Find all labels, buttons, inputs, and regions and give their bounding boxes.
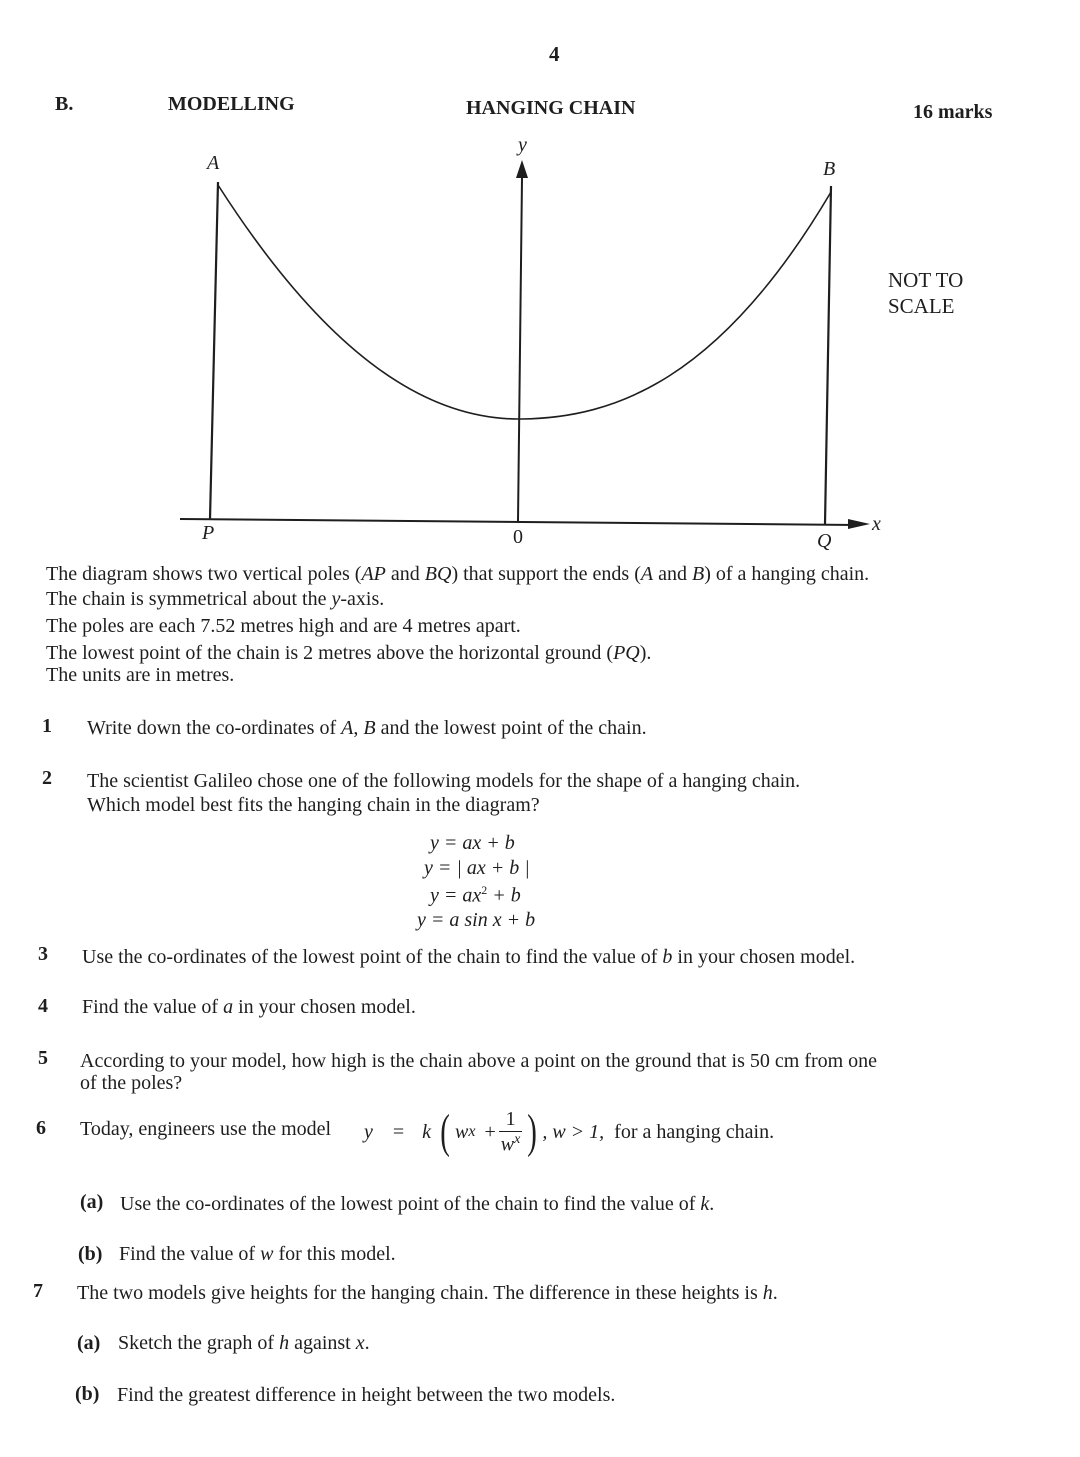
intro-line-2: The chain is symmetrical about the y-axis. — [46, 588, 385, 610]
question-5-line-2: of the poles? — [80, 1072, 183, 1094]
question-6-text: Today, engineers use the model — [80, 1118, 332, 1140]
question-7-text: The two models give heights for the hanging chain. The difference in these heights is h. — [77, 1282, 778, 1304]
question-number-4: 4 — [38, 995, 48, 1017]
chain-curve — [218, 185, 831, 419]
x-axis-label: x — [872, 513, 881, 535]
question-6a-text: Use the co-ordinates of the lowest point of the chain to find the value of k. — [120, 1193, 715, 1215]
model-linear: y = ax + b — [430, 832, 515, 854]
question-6b-text: Find the value of w for this model. — [119, 1243, 396, 1265]
question-4-text: Find the value of a in your chosen model. — [82, 996, 416, 1018]
pole-bq — [825, 186, 831, 524]
question-7a-text: Sketch the graph of h against x. — [118, 1332, 370, 1354]
question-number-7: 7 — [33, 1280, 43, 1302]
model-quadratic: $y = ax^2 + b$ — [430, 883, 521, 907]
hanging-chain-diagram — [0, 130, 1080, 560]
question-6a-label: (a) — [80, 1191, 104, 1213]
point-b-label: B — [823, 158, 836, 180]
intro-line-4: The lowest point of the chain is 2 metres above the horizontal ground (PQ). — [46, 642, 652, 664]
y-axis-label: y — [518, 134, 527, 156]
y-axis — [518, 178, 522, 521]
question-7b-label: (b) — [75, 1383, 100, 1405]
section-label: B. — [55, 93, 74, 115]
point-a-label: A — [207, 152, 220, 174]
point-p-label: P — [202, 522, 215, 544]
not-to-scale-note: NOT TO SCALE — [888, 268, 964, 318]
left-paren: ( — [440, 1105, 450, 1158]
question-6-equation: y = k ( w x + $\frac{1}{w^x}$ ) , w > 1, for a hanging chain. — [364, 1105, 775, 1158]
question-number-3: 3 — [38, 943, 48, 965]
model-sine: y = a sin x + b — [417, 909, 536, 931]
question-number-2: 2 — [42, 767, 52, 789]
question-2-line-1: The scientist Galileo chose one of the following models for the shape of a hanging chain. — [87, 770, 801, 792]
intro-line-1: The diagram shows two vertical poles (AP and BQ) that support the ends (A and B) of a hanging chain. — [46, 563, 870, 585]
intro-line-3: The poles are each 7.52 metres high and are 4 metres apart. — [46, 615, 521, 637]
intro-line-5: The units are in metres. — [46, 664, 235, 686]
marks-label: 16 marks — [913, 101, 993, 123]
question-7a-label: (a) — [77, 1332, 101, 1354]
x-axis-arrow — [848, 519, 870, 529]
question-7b-text: Find the greatest difference in height between the two models. — [117, 1384, 616, 1406]
y-axis-arrow — [516, 160, 528, 178]
point-q-label: Q — [817, 530, 832, 552]
model-absolute: y = | ax + b | — [424, 857, 530, 879]
right-paren: ) — [527, 1105, 538, 1158]
question-number-1: 1 — [42, 715, 52, 737]
question-3-text: Use the co-ordinates of the lowest point of the chain to find the value of b in your chosen model. — [82, 946, 856, 968]
origin-label: 0 — [513, 526, 523, 548]
topic-label: MODELLING — [168, 93, 295, 115]
question-number-6: 6 — [36, 1117, 46, 1139]
fraction-one-over-w-x: $\frac{1}{w^x}$ — [500, 1107, 521, 1156]
question-5-line-1: According to your model, how high is the chain above a point on the ground that is 50 cm from one — [80, 1050, 878, 1072]
page-title: HANGING CHAIN — [466, 97, 636, 119]
question-1-text: Write down the co-ordinates of A, B and the lowest point of the chain. — [87, 717, 647, 739]
question-6b-label: (b) — [78, 1243, 103, 1265]
question-number-5: 5 — [38, 1047, 48, 1069]
question-2-line-2: Which model best fits the hanging chain in the diagram? — [87, 794, 540, 816]
pole-ap — [210, 182, 218, 519]
page-number: 4 — [549, 42, 560, 66]
